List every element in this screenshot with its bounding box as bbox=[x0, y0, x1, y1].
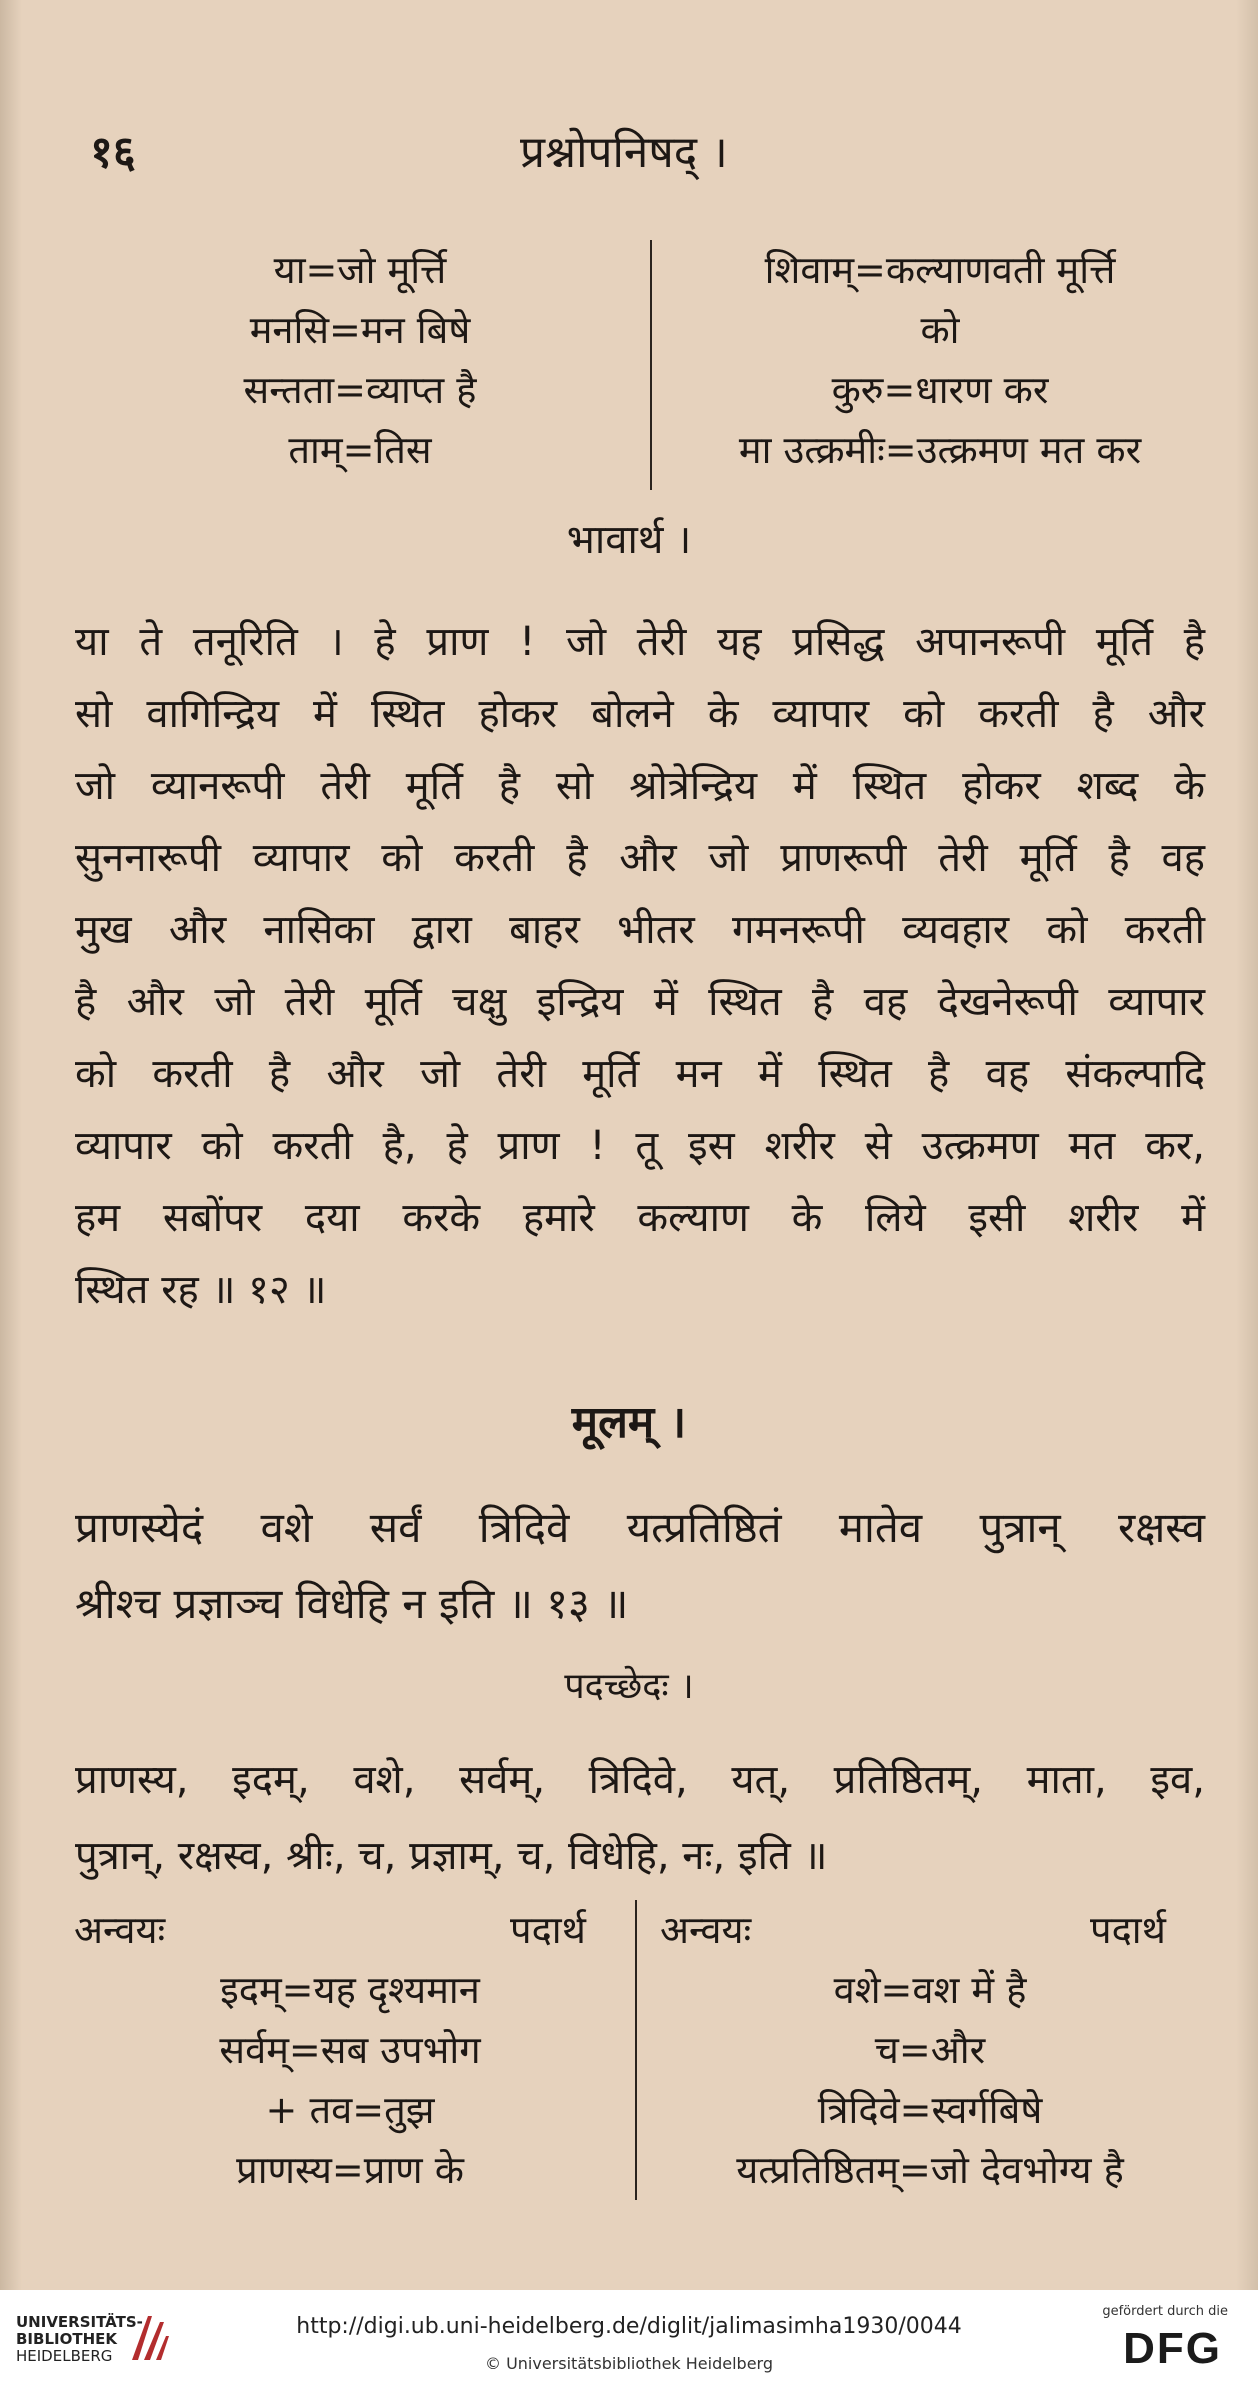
gloss-2-divider bbox=[635, 1900, 637, 2200]
gloss-2-left-line: इदम्=यह दृश्यमान bbox=[220, 1968, 480, 2012]
gloss-2-right-line: यत्प्रतिष्ठितम्=जो देवभोग्य है bbox=[736, 2148, 1124, 2192]
gloss-2-right-column bbox=[650, 1960, 1210, 2200]
gloss-2-right-line: त्रिदिवे=स्वर्गबिषे bbox=[817, 2088, 1043, 2132]
mulam-line: श्रीश्च प्रज्ञाञ्च विधेहि न इति ॥ १३ ॥ bbox=[75, 1579, 629, 1628]
library-name-line: UNIVERSITÄTS- bbox=[16, 2313, 143, 2331]
gloss-1-left-column bbox=[100, 240, 620, 480]
gloss-1-divider bbox=[650, 240, 652, 490]
gloss-2-right-line: वशे=वश में है bbox=[833, 1968, 1027, 2012]
padaccheda-heading: पदच्छेदः । bbox=[564, 1666, 694, 1707]
bhavartha-line: मुख और नासिका द्वारा बाहर भीतर गमनरूपी व्यवहार को करती bbox=[75, 907, 1205, 953]
gloss-1-left-line: ताम्=तिस bbox=[288, 428, 432, 472]
gloss-2-left-line: सर्वम्=सब उपभोग bbox=[219, 2028, 481, 2072]
gloss-table-2 bbox=[60, 1900, 1220, 2220]
gloss-2-right-head-anvaya: अन्वयः bbox=[660, 1908, 752, 1952]
page-header bbox=[90, 120, 1210, 200]
bhavartha-line: जो व्यानरूपी तेरी मूर्ति है सो श्रोत्रेन्द्रिय में स्थित होकर शब्द के bbox=[75, 763, 1205, 809]
gloss-2-left-line: + तव=तुझ bbox=[265, 2088, 435, 2132]
gloss-1-right-column bbox=[660, 240, 1220, 480]
dfg-logo: DFG bbox=[1123, 2324, 1222, 2373]
page-edge-left bbox=[0, 0, 22, 2290]
bhavartha-line: या ते तनूरिति । हे प्राण ! जो तेरी यह प्रसिद्ध अपानरूपी मूर्ति है bbox=[75, 619, 1205, 665]
mulam-line: प्राणस्येदं वशे सर्वं त्रिदिवे यत्प्रतिष्ठितं मातेव पुत्रान् रक्षस्व bbox=[75, 1503, 1205, 1552]
library-name-line: HEIDELBERG bbox=[16, 2347, 113, 2365]
bhavartha-line: स्थित रह ॥ १२ ॥ bbox=[75, 1267, 327, 1313]
gloss-2-left-head-anvaya: अन्वयः bbox=[74, 1908, 166, 1952]
gloss-1-right-line: कुरु=धारण कर bbox=[831, 368, 1049, 412]
gloss-2-left-head-padartha: पदार्थ bbox=[510, 1908, 586, 1952]
gloss-2-right-line: च=और bbox=[874, 2028, 986, 2072]
gloss-table-1 bbox=[60, 240, 1220, 490]
viewer-footer bbox=[0, 2290, 1258, 2389]
gloss-1-left-line: सन्तता=व्याप्त है bbox=[243, 368, 477, 412]
bhavartha-line: को करती है और जो तेरी मूर्ति मन में स्थित है वह संकल्पादि bbox=[75, 1051, 1205, 1097]
bhavartha-line: सुननारूपी व्यापार को करती है और जो प्राणरूपी तेरी मूर्ति है वह bbox=[75, 835, 1205, 881]
gloss-2-left-line: प्राणस्य=प्राण के bbox=[236, 2148, 464, 2192]
padaccheda-line: पुत्रान्, रक्षस्व, श्रीः, च, प्रज्ञाम्, च, विधेहि, नः, इति ॥ bbox=[75, 1833, 828, 1879]
gloss-1-left-line: मनसि=मन बिषे bbox=[249, 308, 471, 352]
bhavartha-line: हम सबोंपर दया करके हमारे कल्याण के लिये इसी शरीर में bbox=[75, 1195, 1205, 1241]
padaccheda-paragraph bbox=[75, 1742, 1205, 1894]
page-number: १६ bbox=[90, 127, 136, 178]
gloss-1-right-line: शिवाम्=कल्याणवती मूर्त्ति bbox=[764, 248, 1116, 292]
mulam-verse bbox=[75, 1490, 1205, 1642]
bhavartha-line: सो वागिन्द्रिय में स्थित होकर बोलने के व्यापार को करती है और bbox=[75, 691, 1205, 737]
page-edge-right bbox=[1236, 0, 1258, 2290]
funded-by-text: gefördert durch die bbox=[1102, 2304, 1228, 2319]
mulam-heading: मूलम् । bbox=[571, 1397, 687, 1448]
bhavartha-paragraph bbox=[75, 606, 1205, 1326]
gloss-1-left-line: या=जो मूर्त्ति bbox=[273, 248, 447, 292]
library-name-line: BIBLIOTHEK bbox=[16, 2330, 117, 2348]
gloss-1-right-line: को bbox=[920, 308, 960, 352]
bhavartha-heading: भावार्थ । bbox=[566, 517, 692, 563]
copyright-text: © Universitätsbibliothek Heidelberg bbox=[484, 2354, 773, 2373]
bhavartha-line: है और जो तेरी मूर्ति चक्षु इन्द्रिय में स्थित है वह देखनेरूपी व्यापार bbox=[75, 979, 1205, 1025]
gloss-2-left-column bbox=[100, 1960, 600, 2200]
permalink-url[interactable]: http://digi.ub.uni-heidelberg.de/diglit/jalimasimha1930/0044 bbox=[296, 2314, 962, 2339]
padaccheda-line: प्राणस्य, इदम्, वशे, सर्वम्, त्रिदिवे, यत्, प्रतिष्ठितम्, माता, इव, bbox=[75, 1757, 1205, 1803]
gloss-1-right-line: मा उत्क्रमीः=उत्क्रमण मत कर bbox=[738, 428, 1142, 472]
running-title: प्रश्नोपनिषद् । bbox=[520, 127, 728, 178]
gloss-2-right-head-padartha: पदार्थ bbox=[1090, 1908, 1166, 1952]
bhavartha-line: व्यापार को करती है, हे प्राण ! तू इस शरीर से उत्क्रमण मत कर, bbox=[75, 1123, 1205, 1169]
